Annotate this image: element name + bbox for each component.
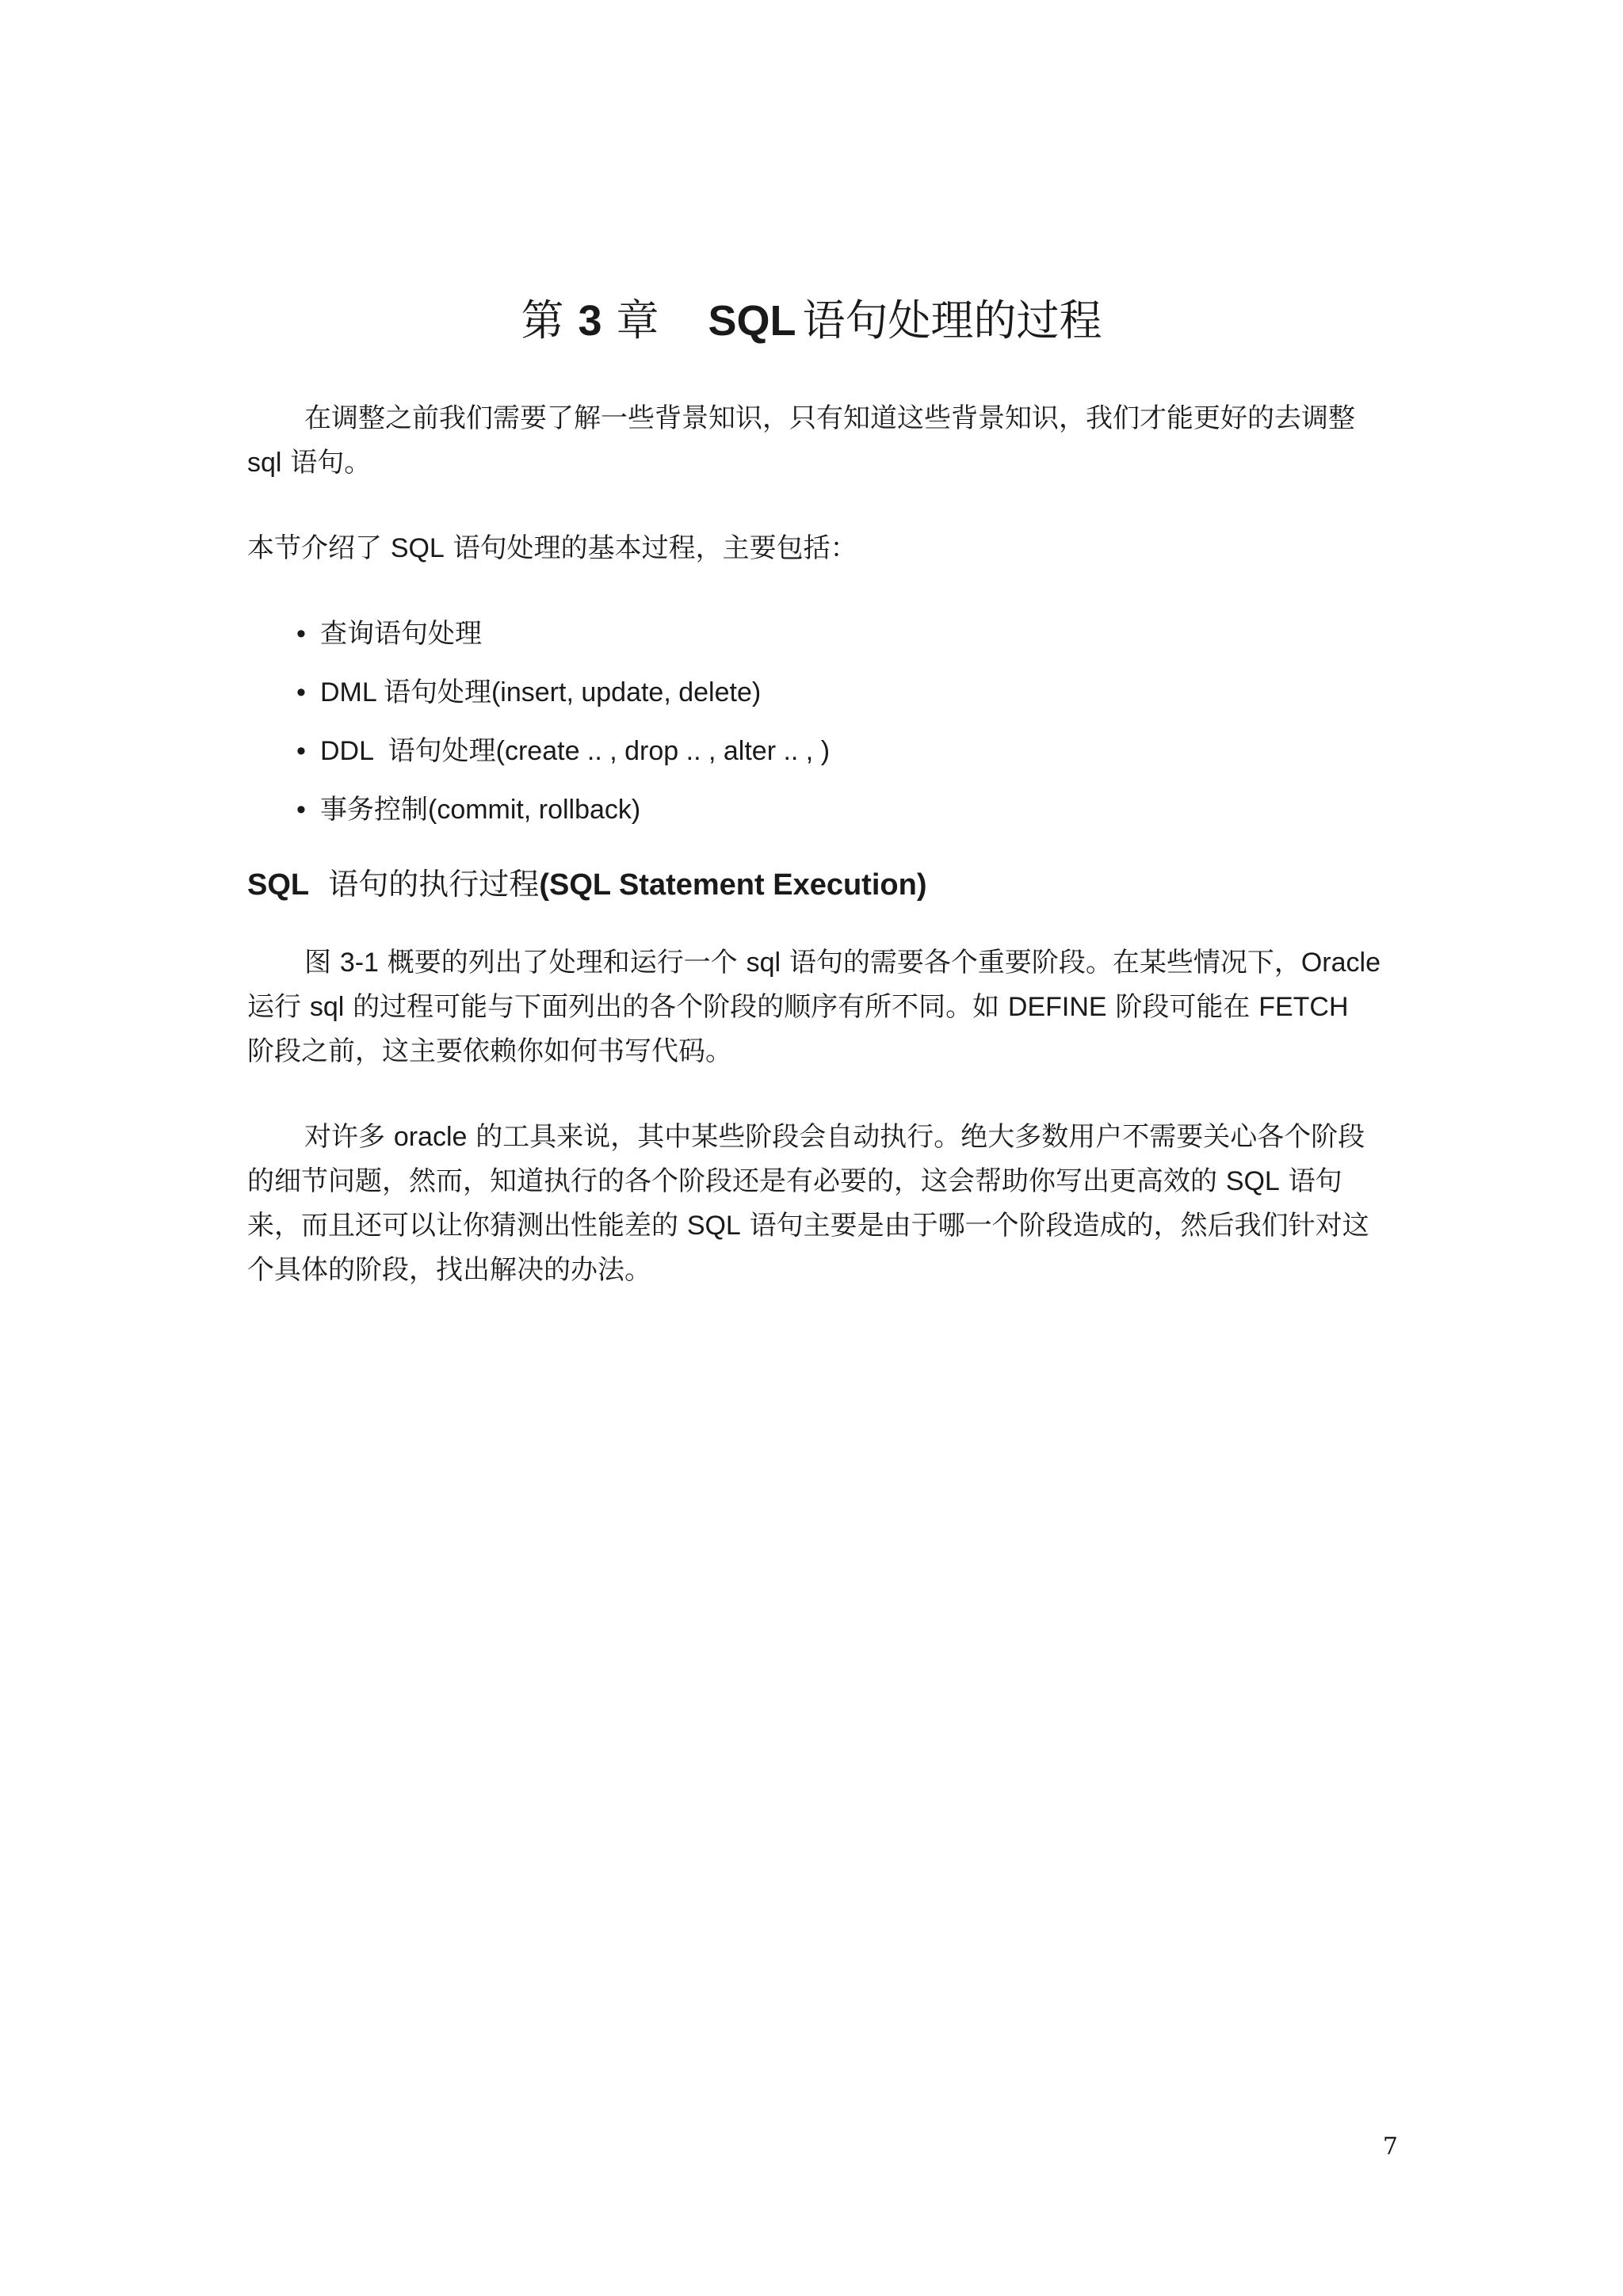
text-run: SQL (390, 533, 445, 563)
text-run: (SQL Statement Execution) (539, 868, 927, 902)
text-run: sql (309, 992, 345, 1022)
page-number: 7 (1382, 2133, 1398, 2161)
text-run: 阶段之前，这主要依赖你如何书写代码。 (247, 1035, 732, 1067)
text-run: 运行 (247, 991, 301, 1023)
text-run: 3-1 (339, 948, 379, 978)
text-run: FETCH (1258, 992, 1349, 1022)
text-run: 语句主要是由于哪一个阶段造成的，然后我们针对这个具体的阶段，找出解决的办法。 (247, 1210, 1369, 1286)
text-run: SQL (686, 1211, 741, 1241)
text-run: 语句处理的基本过程，主要包括： (453, 532, 857, 564)
text-run: 图 (304, 947, 331, 978)
text-run: 的过程可能与下面列出的各个阶段的顺序有所不同。如 (353, 991, 1000, 1023)
text-run: 查询语句处理 (320, 618, 482, 650)
text-run: DML (320, 677, 384, 707)
text-run: sql (746, 948, 781, 978)
text-run: 本节介绍了 (247, 532, 382, 564)
text-run: 语句来，而且还可以让你猜测出性能差的 (247, 1165, 1342, 1241)
section-heading (247, 860, 1382, 909)
text-run: 语句的执行过程 (328, 867, 540, 902)
chapter-number: 3 (578, 297, 602, 345)
text-run: DDL (320, 736, 388, 766)
text-run: (insert, update, delete) (491, 677, 762, 707)
text-run: 概要的列出了处理和运行一个 (387, 947, 738, 978)
chapter-sql: SQL (708, 297, 796, 345)
text-run: sql (247, 448, 282, 478)
text-run: DEFINE (1007, 992, 1107, 1022)
bullet-icon: • (296, 736, 306, 766)
intro-paragraph-2 (247, 526, 1382, 570)
body-paragraph-1 (247, 940, 1382, 1074)
text-run: 阶段可能在 (1115, 991, 1251, 1023)
chapter-title (0, 285, 1623, 357)
list-item (296, 788, 1382, 832)
text-run: 语句的需要各个重要阶段。在某些情况下， (789, 947, 1301, 978)
text-run: SQL (1225, 1166, 1280, 1196)
text-run: 事务控制 (320, 794, 428, 826)
text-run: 的工具来说，其中某些阶段会自动执行。绝大多数用户不需要关心各个阶段的细节问题，然而，知道执行的各个阶段还是有必要的，这会帮助你写出更高效的 (247, 1121, 1365, 1197)
text-run: (commit, rollback) (428, 795, 641, 825)
text-run: 对许多 (304, 1121, 385, 1153)
text-run: 语句处理 (383, 677, 491, 708)
chapter-title-text: 语句处理的过程 (802, 296, 1102, 345)
text-run: Oracle (1300, 948, 1381, 978)
intro-paragraph-1 (247, 396, 1382, 485)
body-paragraph-2 (247, 1115, 1382, 1292)
bullet-icon: • (296, 677, 306, 707)
text-run: (create .. , drop .. , alter .. , ) (495, 736, 831, 766)
topic-list (247, 612, 1382, 832)
bullet-icon: • (296, 795, 306, 825)
list-item (296, 612, 1382, 656)
text-run: 语句。 (290, 447, 372, 479)
text-run: SQL (247, 868, 310, 902)
bullet-icon: • (296, 619, 306, 649)
chapter-suffix: 章 (616, 296, 659, 345)
text-run: oracle (393, 1122, 468, 1152)
list-item (296, 670, 1382, 715)
text-run: 语句处理 (388, 735, 496, 767)
text-run: 在调整之前我们需要了解一些背景知识，只有知道这些背景知识，我们才能更好的去调整 (304, 402, 1355, 434)
list-item (296, 729, 1382, 773)
main-content (247, 396, 1382, 1333)
chapter-prefix: 第 (521, 296, 564, 345)
